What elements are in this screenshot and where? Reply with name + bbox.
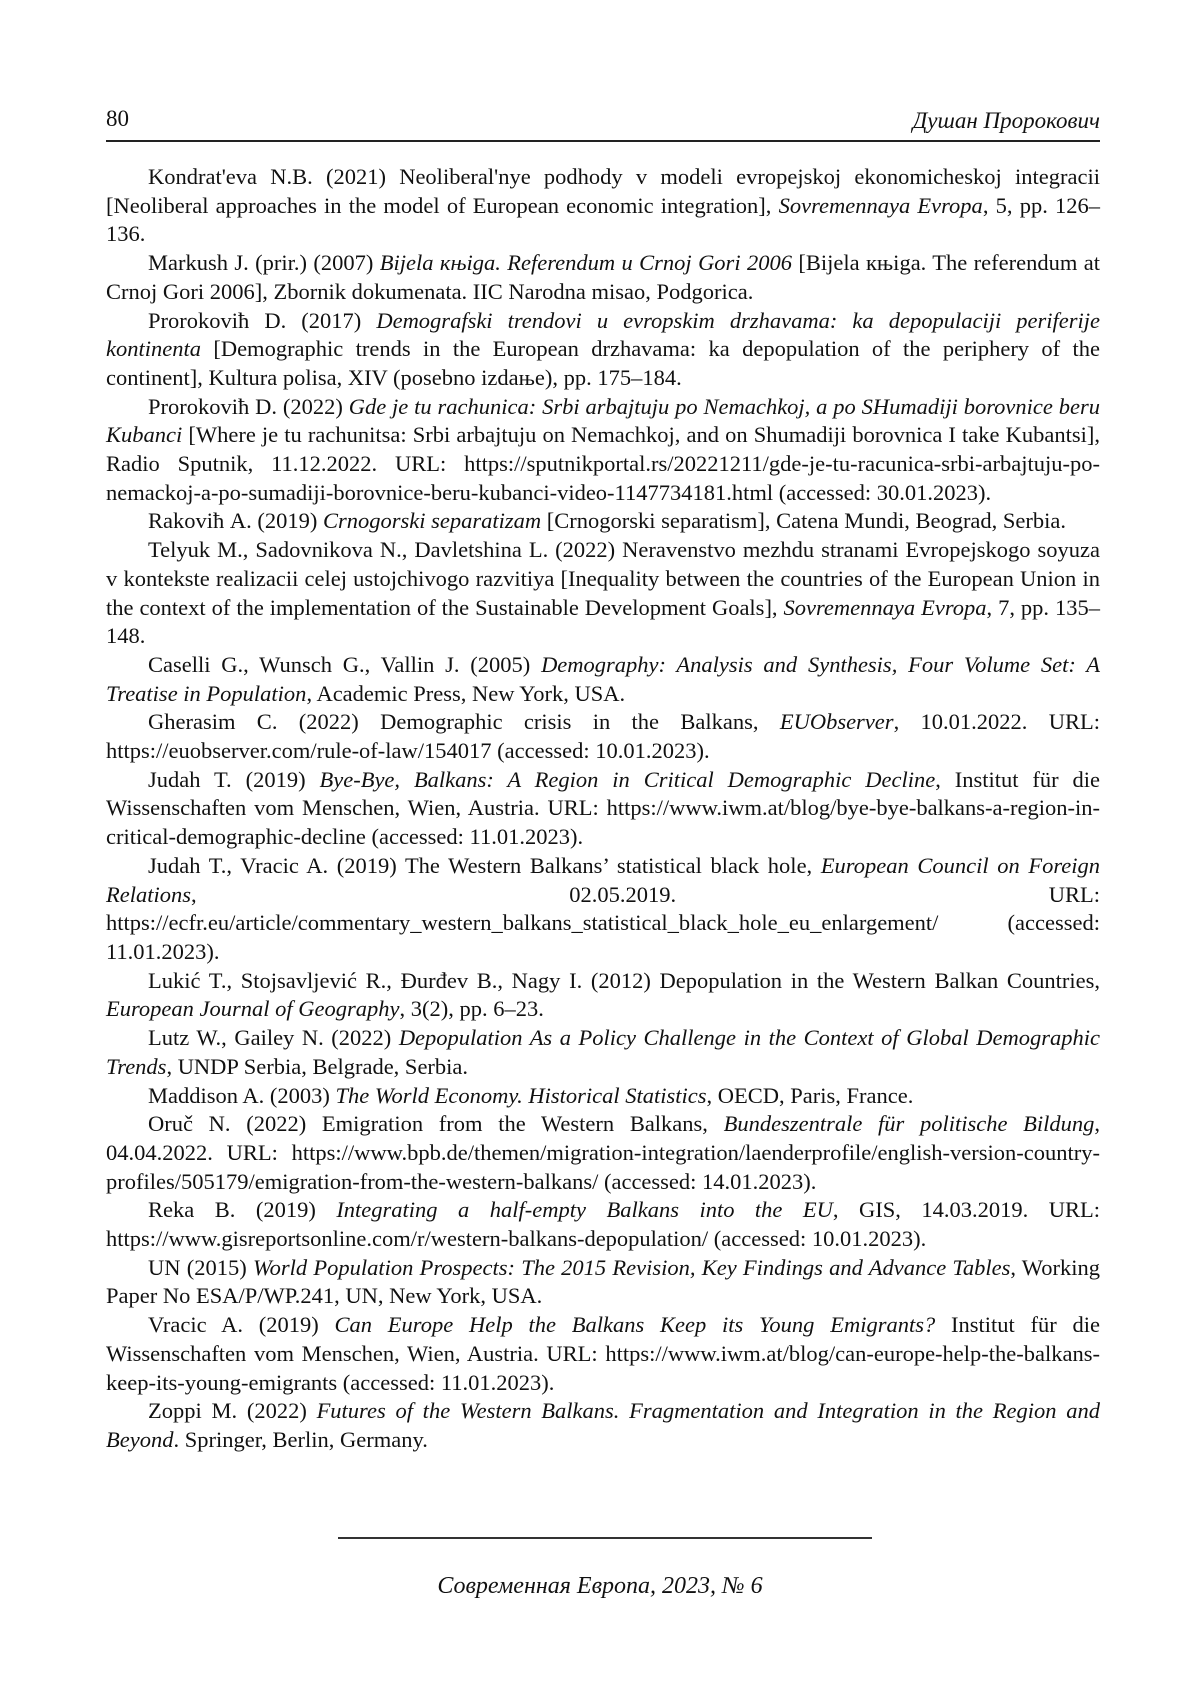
reference-entry: Rakoviћ A. (2019) Crnogorski separatizam [Crnogorski separatism], Catena Mundi, Beograd, Serbia. [148, 508, 1067, 534]
reference-entry: Gherasim C. (2022) Demographic crisis in the Balkans, EUObserver, 10.01.2022. URL: https://euobserver.com/rule-of-law/154017 (accessed: 10.01.2023). [106, 709, 1100, 764]
reference-list [106, 163, 1100, 1455]
reference-entry: Lukić T., Stojsavljević R., Đurđev B., Nagy I. (2012) Depopulation in the Western Balkan Countries, European Journal of Geography, 3(2), pp. 6–23. [106, 967, 1100, 1022]
page-header [106, 104, 1100, 142]
reference-entry: Markush J. (prir.) (2007) Bijela књiga. Referendum u Crnoj Gori 2006 [Bijela књiga. The referendum at Crnoj Gori 2006], Zbornik dokumenata. IIC Narodna misao, Podgorica. [106, 250, 1100, 304]
reference-entry: Oruč N. (2022) Emigration from the Western Balkans, Bundeszentrale für politische Bildung, 04.04.2022. URL: https://www.bpb.de/themen/migration-integration/laenderprofile/english-version-country-profiles/505179/emigration-from-the-western-balkans/ (accessed: 14.01.2023). [106, 1111, 1100, 1194]
journal-footer: Современная Европа, 2023, № 6 [437, 1573, 763, 1599]
reference-entry: Judah T., Vracic A. (2019) The Western Balkans’ statistical black hole, European Council on Foreign Relations, 02.05.2019. URL: https://ecfr.eu/article/commentary_western_balkans_statistical_black_hole_eu_enlargement/ (accessed: 11.01.2023). [106, 852, 1100, 964]
reference-entry: Lutz W., Gailey N. (2022) Depopulation As a Policy Challenge in the Context of Global Demographic Trends, UNDP Serbia, Belgrade, Serbia. [106, 1025, 1100, 1079]
reference-entry: Zoppi M. (2022) Futures of the Western Balkans. Fragmentation and Integration in the Region and Beyond. Springer, Berlin, Germany. [106, 1398, 1100, 1452]
reference-entry: Judah T. (2019) Bye-Bye, Balkans: A Region in Critical Demographic Decline, Institut für die Wissenschaften vom Menschen, Wien, Austria. URL: https://www.iwm.at/blog/bye-bye-balkans-a-region-in-critical-demographic-decline (accessed: 11.01.2023). [106, 766, 1100, 850]
reference-entry: Kondrat'eva N.B. (2021) Neoliberal'nye podhody v modeli evropejskoj ekonomicheskoj integracii [Neoliberal approaches in the model of European economic integration], Sovremennaya Evropa, 5, pp. 126–136. [106, 164, 1101, 247]
reference-entry: Reka B. (2019) Integrating a half-empty Balkans into the EU, GIS, 14.03.2019. URL: https://www.gisreportsonline.com/r/western-balkans-depopulation/ (accessed: 10.01.2023). [106, 1197, 1100, 1252]
reference-entry: Prorokoviћ D. (2022) Gde je tu rachunica: Srbi arbajtuju po Nemachkoj, a po SHumadiji borovnice beru Kubanci [Where je tu rachunitsa: Srbi arbajtuju on Nemachkoj, and on Shumadiji borovnica I take Kubantsi], Radio Sputnik, 11.12.2022. URL: https://sputnikportal.rs/20221211/gde-je-tu-racunica-srbi-arbajtuju-po-nemackoj-a-po-sumadiji-borovnice-beru-kubanci-video-1147734181.html (accessed: 30.01.2023). [106, 393, 1100, 505]
footer-divider [338, 1537, 872, 1539]
reference-entry: Telyuk M., Sadovnikova N., Davletshina L. (2022) Neravenstvo mezhdu stranami Evropejskogo soyuza v kontekste realizacii celej ustojchivogo razvitiya [Inequality between the countries of the European Union in the context of the implementation of the Sustainable Development Goals], Sovremennaya Evropa, 7, pp. 135–148. [106, 537, 1100, 649]
reference-entry: Prorokoviћ D. (2017) Demografski trendovi u evropskim drzhavama: ka depopulaciji periferije kontinenta [Demographic trends in the European drzhavama: ka depopulation of the periphery of the continent], Kultura polisa, XIV (posebno izdaњe), pp. 175–184. [106, 307, 1101, 390]
reference-entry: Vracic A. (2019) Can Europe Help the Balkans Keep its Young Emigrants? Institut für die Wissenschaften vom Menschen, Wien, Austria. URL: https://www.iwm.at/blog/can-europe-help-the-balkans-keep-its-young-emigrants (accessed: 11.01.2023). [106, 1312, 1100, 1395]
reference-entry: Maddison A. (2003) The World Economy. Historical Statistics, OECD, Paris, France. [148, 1082, 914, 1108]
running-title: Душан Пророкович [912, 108, 1100, 133]
page-number: 80 [106, 106, 129, 131]
reference-entry: UN (2015) World Population Prospects: The 2015 Revision, Key Findings and Advance Tables, Working Paper No ESA/P/WP.241, UN, New York, USA. [106, 1254, 1100, 1309]
reference-entry: Caselli G., Wunsch G., Vallin J. (2005) Demography: Analysis and Synthesis, Four Volume Set: A Treatise in Population, Academic Press, New York, USA. [106, 651, 1100, 706]
